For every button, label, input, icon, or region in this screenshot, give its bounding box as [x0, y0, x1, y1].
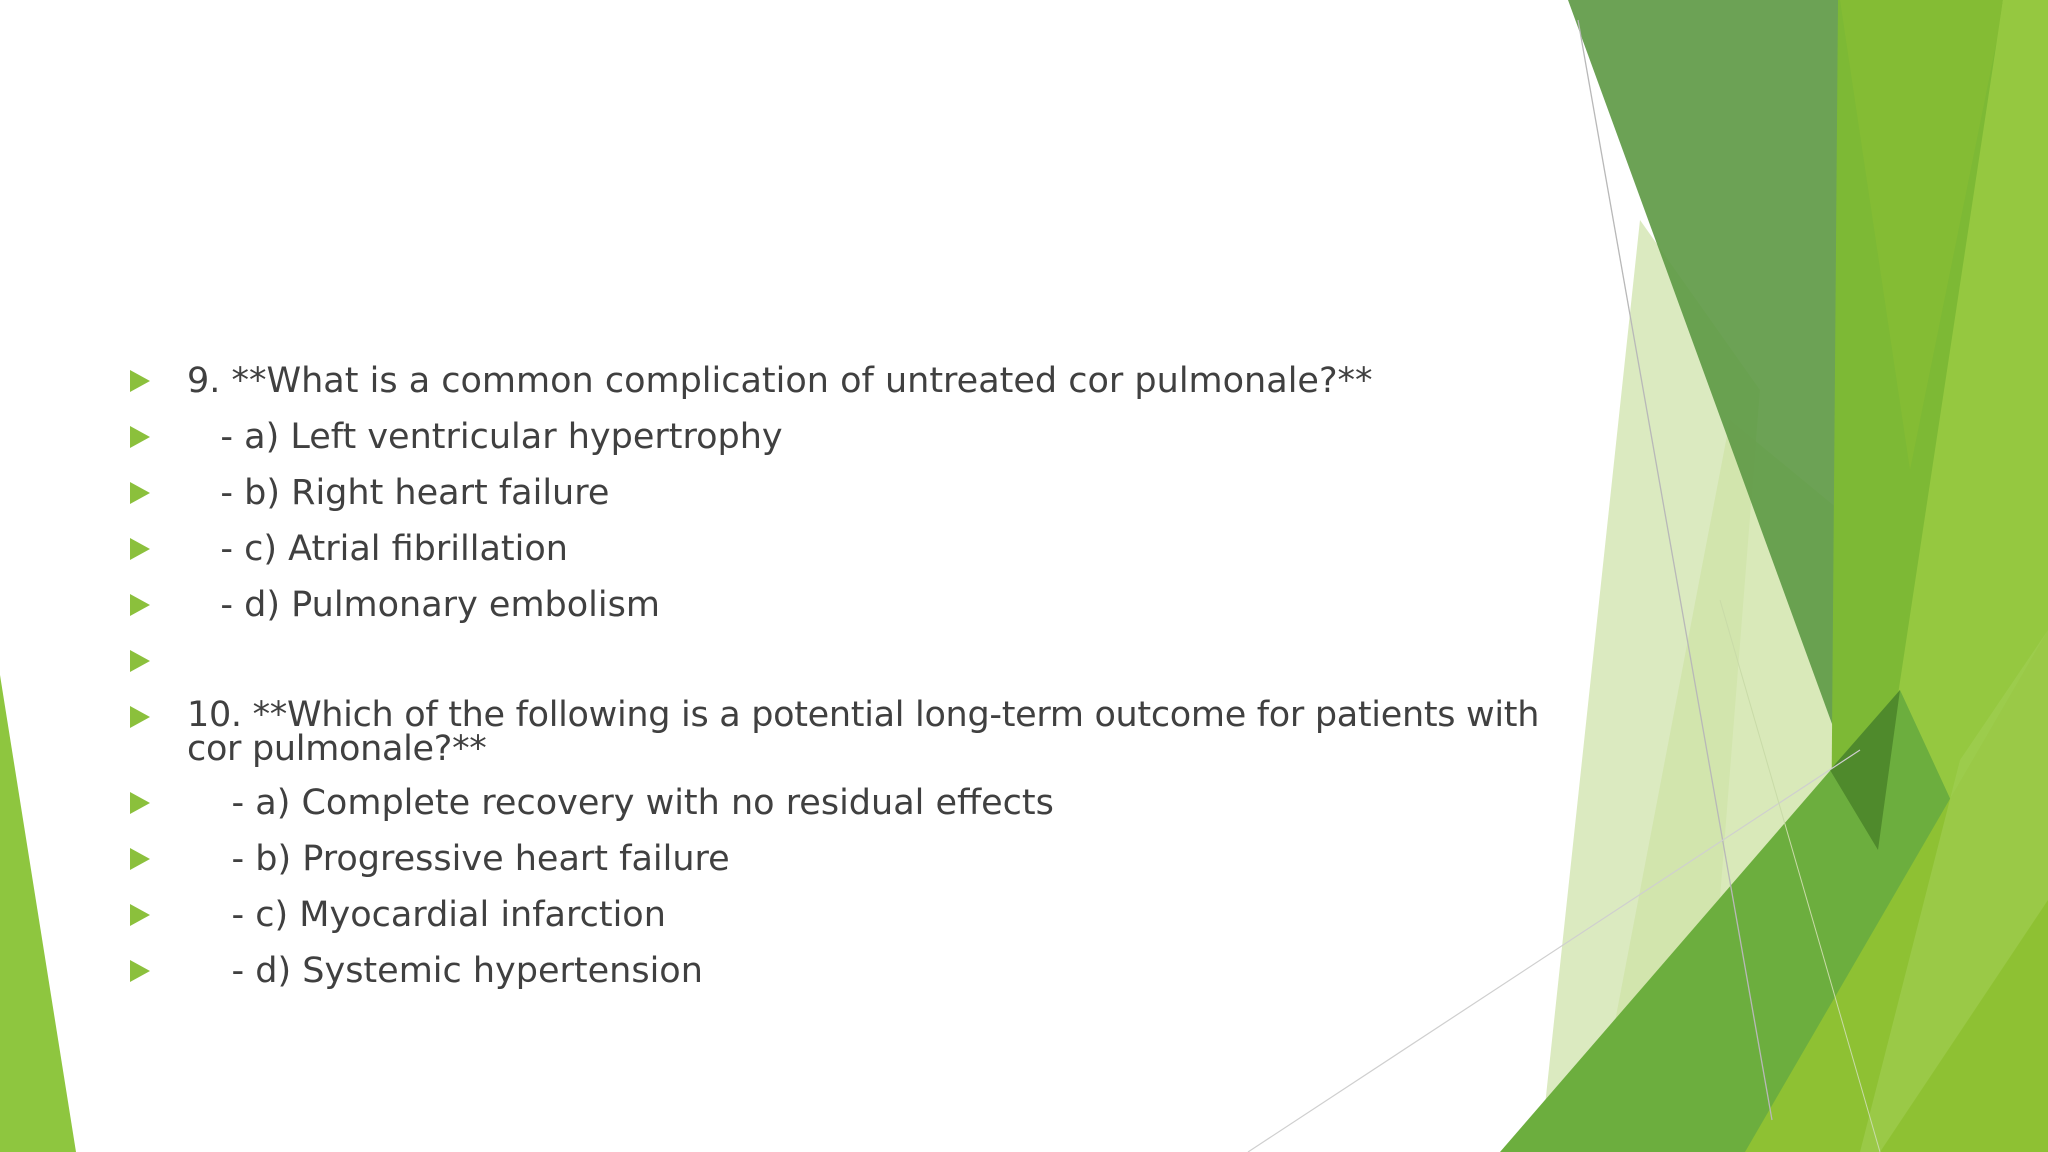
- left-green-sliver: [0, 675, 76, 1152]
- green-triangle-bullet-icon: [130, 698, 187, 736]
- green-triangle-bullet-icon: [130, 362, 187, 400]
- list-item-empty: [130, 642, 1570, 680]
- question-9-option-a: - a) Left ventricular hypertrophy: [187, 417, 783, 457]
- green-triangle-bullet-icon: [130, 586, 187, 624]
- green-triangle-bullet-icon: [130, 530, 187, 568]
- list-item: [130, 784, 1570, 822]
- question-10-option-c: - c) Myocardial infarction: [187, 895, 666, 935]
- green-triangle-bullet-icon: [130, 896, 187, 934]
- list-item: [130, 695, 1570, 769]
- question-9: 9. **What is a common complication of untreated cor pulmonale?**: [187, 361, 1373, 401]
- question-9-option-d: - d) Pulmonary embolism: [187, 585, 660, 625]
- question-10-option-a: - a) Complete recovery with no residual effects: [187, 783, 1054, 823]
- question-10-option-d: - d) Systemic hypertension: [187, 951, 703, 991]
- question-9-option-b: - b) Right heart failure: [187, 473, 610, 513]
- question-9-option-c: - c) Atrial fibrillation: [187, 529, 568, 569]
- green-triangle-bullet-icon: [130, 952, 187, 990]
- question-10: 10. **Which of the following is a potential long-term outcome for patients with cor pulmonale?**: [187, 695, 1550, 769]
- list-item: [130, 840, 1570, 878]
- list-item: [130, 952, 1570, 990]
- list-item: [130, 896, 1570, 934]
- green-triangle-bullet-icon: [130, 474, 187, 512]
- green-triangle-bullet-icon: [130, 418, 187, 456]
- slide-body: [130, 362, 1570, 990]
- list-item: [130, 474, 1570, 512]
- green-triangle-bullet-icon: [130, 784, 187, 822]
- list-item: [130, 362, 1570, 400]
- question-10-option-b: - b) Progressive heart failure: [187, 839, 730, 879]
- green-triangle-bullet-icon: [130, 642, 187, 680]
- list-item: [130, 418, 1570, 456]
- list-item: [130, 586, 1570, 624]
- list-item: [130, 530, 1570, 568]
- green-triangle-bullet-icon: [130, 840, 187, 878]
